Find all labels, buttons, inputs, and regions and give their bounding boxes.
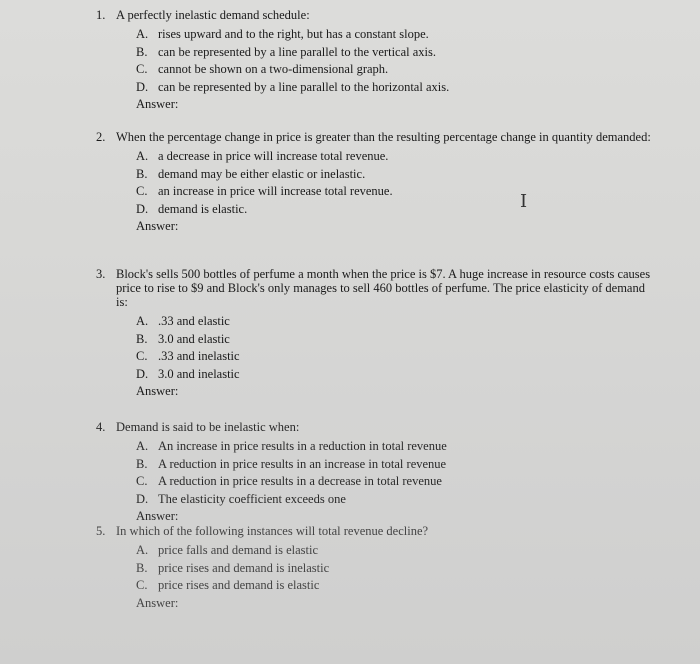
question-5 xyxy=(96,524,656,612)
question-text: Block's sells 500 bottles of perfume a month when the price is $7. A huge increase in resource costs causes price to rise to $9 and Block's only manages to sell 460 bottles of perfume. The price elasticity of demand is: xyxy=(116,267,651,309)
question-4 xyxy=(96,420,656,525)
option-letter: A. xyxy=(136,149,149,163)
option-list xyxy=(136,542,656,595)
option-c xyxy=(136,348,656,366)
option-text: rises upward and to the right, but has a constant slope. xyxy=(158,27,429,41)
option-text: 3.0 and inelastic xyxy=(158,366,240,381)
question-1 xyxy=(96,8,656,113)
answer-label: Answer: xyxy=(136,97,179,111)
option-b xyxy=(136,166,656,184)
question-text: When the percentage change in price is greater than the resulting percentage change in quantity demanded: xyxy=(116,130,651,144)
option-letter: C. xyxy=(136,184,148,198)
option-text: demand is elastic. xyxy=(158,201,248,216)
option-letter: C. xyxy=(136,349,148,363)
option-text: demand may be either elastic or inelastic. xyxy=(158,166,366,181)
question-text: A perfectly inelastic demand schedule: xyxy=(116,8,310,22)
option-letter: D. xyxy=(136,79,149,94)
option-letter: A. xyxy=(136,439,149,453)
option-text: can be represented by a line parallel to the vertical axis. xyxy=(158,44,436,59)
option-letter: B. xyxy=(136,331,148,346)
option-text: 3.0 and elastic xyxy=(158,331,230,346)
option-d xyxy=(136,366,656,384)
option-letter: B. xyxy=(136,44,148,59)
option-letter: D. xyxy=(136,491,149,506)
option-text: an increase in price will increase total revenue. xyxy=(158,184,393,198)
option-letter: A. xyxy=(136,314,149,328)
option-c xyxy=(136,183,656,201)
option-d xyxy=(136,201,656,219)
option-list xyxy=(136,313,656,383)
question-2 xyxy=(96,130,656,235)
option-text: An increase in price results in a reduction in total revenue xyxy=(158,439,447,453)
option-text: cannot be shown on a two-dimensional graph. xyxy=(158,62,389,76)
option-letter: A. xyxy=(136,27,149,41)
option-letter: C. xyxy=(136,62,148,76)
option-letter: C. xyxy=(136,578,148,592)
option-a xyxy=(136,438,656,456)
option-letter: B. xyxy=(136,166,148,181)
option-c xyxy=(136,61,656,79)
question-text: In which of the following instances will total revenue decline? xyxy=(116,524,429,538)
option-d xyxy=(136,491,656,509)
question-number: 2. xyxy=(96,130,106,144)
option-text: price rises and demand is inelastic xyxy=(158,560,330,575)
option-list xyxy=(136,438,656,508)
option-letter: C. xyxy=(136,474,148,488)
question-number: 4. xyxy=(96,420,106,434)
option-a xyxy=(136,26,656,44)
option-b xyxy=(136,44,656,62)
option-text: .33 and inelastic xyxy=(158,349,240,363)
option-b xyxy=(136,331,656,349)
option-text: price falls and demand is elastic xyxy=(158,543,319,557)
answer-label: Answer: xyxy=(136,509,179,523)
option-c xyxy=(136,577,656,595)
question-number: 3. xyxy=(96,267,106,281)
option-a xyxy=(136,148,656,166)
option-text: The elasticity coefficient exceeds one xyxy=(158,491,346,506)
question-3 xyxy=(96,267,656,400)
option-letter: D. xyxy=(136,366,149,381)
option-list xyxy=(136,26,656,96)
option-text: A reduction in price results in a decrease in total revenue xyxy=(158,474,442,488)
question-number: 5. xyxy=(96,524,106,538)
option-text: price rises and demand is elastic xyxy=(158,578,320,592)
option-letter: B. xyxy=(136,456,148,471)
option-b xyxy=(136,560,656,578)
option-text: a decrease in price will increase total revenue. xyxy=(158,149,389,163)
answer-label: Answer: xyxy=(136,595,179,610)
answer-label: Answer: xyxy=(136,384,179,398)
option-d xyxy=(136,79,656,97)
option-letter: B. xyxy=(136,560,148,575)
option-text: can be represented by a line parallel to the horizontal axis. xyxy=(158,79,450,94)
question-text: Demand is said to be inelastic when: xyxy=(116,420,300,434)
option-text: .33 and elastic xyxy=(158,314,230,328)
option-b xyxy=(136,456,656,474)
option-text: A reduction in price results in an increase in total revenue xyxy=(158,456,447,471)
option-letter: A. xyxy=(136,543,149,557)
answer-label: Answer: xyxy=(136,219,179,233)
option-c xyxy=(136,473,656,491)
question-number: 1. xyxy=(96,8,106,22)
option-list xyxy=(136,148,656,218)
text-cursor-icon: I xyxy=(520,191,528,212)
option-a xyxy=(136,542,656,560)
option-letter: D. xyxy=(136,201,149,216)
option-a xyxy=(136,313,656,331)
